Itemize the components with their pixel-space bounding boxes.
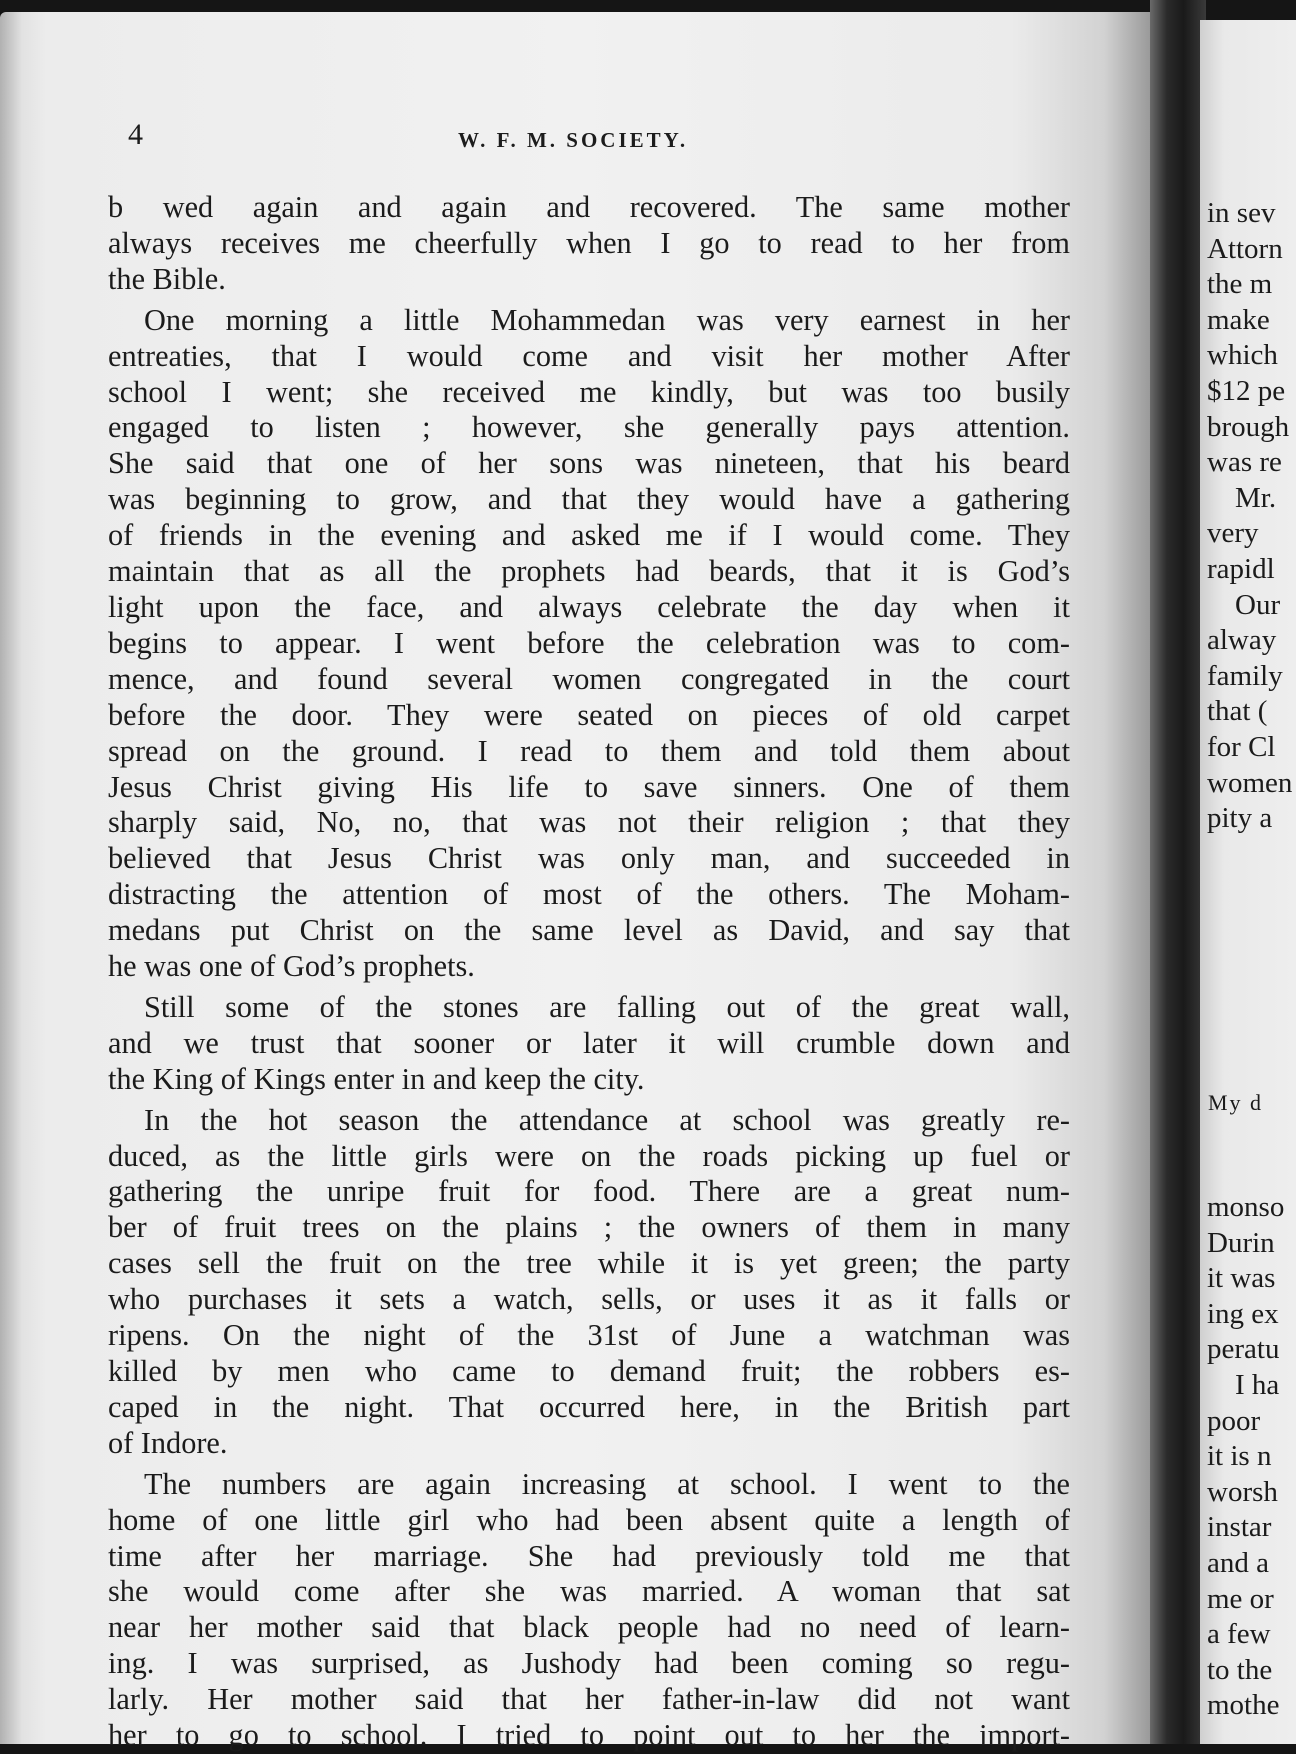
text-line: entreaties, that I would come and visit her mother After bbox=[108, 338, 1070, 373]
right-fragment: women bbox=[1207, 766, 1293, 799]
text-line: of Indore. bbox=[108, 1425, 228, 1460]
text-line: begins to appear. I went before the celebration was to com- bbox=[108, 625, 1070, 660]
right-fragment: ing ex bbox=[1207, 1297, 1279, 1330]
text-line: sharply said, No, no, that was not their religion ; that they bbox=[108, 805, 1070, 840]
text-line: Jesus Christ giving His life to save sinners. One of them bbox=[108, 769, 1070, 804]
right-fragment: very bbox=[1207, 517, 1259, 550]
text-line: ing. I was surprised, as Jushody had been coming so regu- bbox=[108, 1646, 1070, 1681]
text-line: medans put Christ on the same level as David, and say that bbox=[108, 913, 1070, 948]
text-line: of friends in the evening and asked me if I would come. They bbox=[108, 518, 1070, 553]
text-line: she would come after she was married. A woman that sat bbox=[108, 1574, 1070, 1609]
right-fragment: peratu bbox=[1207, 1333, 1280, 1366]
right-page-fragments-top bbox=[1207, 196, 1296, 837]
right-fragment: make bbox=[1207, 303, 1270, 336]
text-line: spread on the ground. I read to them and told them about bbox=[108, 733, 1070, 768]
left-page-body bbox=[108, 190, 1070, 1754]
text-line: engaged to listen ; however, she generally pays attention. bbox=[108, 410, 1070, 445]
text-line: larly. Her mother said that her father-in-law did not want bbox=[108, 1682, 1070, 1717]
right-fragment: Durin bbox=[1207, 1226, 1275, 1259]
right-fragment: Our bbox=[1235, 588, 1281, 621]
right-fragment: pity a bbox=[1207, 802, 1273, 835]
right-fragment: for Cl bbox=[1207, 730, 1276, 763]
text-line: distracting the attention of most of the others. The Moham- bbox=[108, 877, 1070, 912]
text-line: and we trust that sooner or later it will crumble down and bbox=[108, 1025, 1070, 1060]
right-fragment: instar bbox=[1207, 1511, 1272, 1544]
text-line: near her mother said that black people had no need of learn- bbox=[108, 1610, 1070, 1645]
text-line: before the door. They were seated on pieces of old carpet bbox=[108, 697, 1070, 732]
text-line: who purchases it sets a watch, sells, or uses it as it falls or bbox=[108, 1282, 1070, 1317]
text-line: duced, as the little girls were on the roads picking up fuel or bbox=[108, 1138, 1070, 1173]
right-fragment: monso bbox=[1207, 1191, 1285, 1223]
text-line: home of one little girl who had been absent quite a length of bbox=[108, 1502, 1070, 1537]
right-page-heading: My d bbox=[1208, 1090, 1264, 1115]
text-line: She said that one of her sons was nineteen, that his beard bbox=[108, 446, 1070, 481]
right-fragment: it was bbox=[1207, 1262, 1276, 1295]
text-line: gathering the unripe fruit for food. There are a great num- bbox=[108, 1174, 1070, 1209]
right-fragment: brough bbox=[1207, 410, 1290, 443]
text-line: the King of Kings enter in and keep the city. bbox=[108, 1061, 645, 1096]
text-line: In the hot season the attendance at school was greatly re- bbox=[144, 1102, 1070, 1137]
right-fragment: in sev bbox=[1207, 197, 1276, 229]
text-line: light upon the face, and always celebrate the day when it bbox=[108, 589, 1070, 624]
right-fragment: a few bbox=[1207, 1618, 1271, 1651]
right-fragment: family bbox=[1207, 659, 1283, 692]
running-head: W. F. M. SOCIETY. bbox=[458, 128, 689, 152]
text-line: cases sell the fruit on the tree while it is yet green; the party bbox=[108, 1246, 1070, 1281]
book-gutter bbox=[1150, 0, 1206, 1744]
text-line: The numbers are again increasing at school. I went to the bbox=[144, 1466, 1070, 1501]
right-fragment: me or bbox=[1207, 1582, 1274, 1615]
text-line: believed that Jesus Christ was only man, and succeeded in bbox=[108, 841, 1070, 876]
right-fragment: $12 pe bbox=[1207, 374, 1286, 407]
right-fragment: it is n bbox=[1207, 1440, 1272, 1473]
text-line: her to go to school. I tried to point out to her the import- bbox=[108, 1718, 1070, 1753]
text-line: caped in the night. That occurred here, in the British part bbox=[108, 1389, 1070, 1424]
text-line: killed by men who came to demand fruit; the robbers es- bbox=[108, 1354, 1070, 1388]
right-fragment: I ha bbox=[1235, 1368, 1280, 1401]
text-line: he was one of God’s prophets. bbox=[108, 949, 475, 984]
right-fragment: poor bbox=[1207, 1404, 1261, 1437]
text-line: the Bible. bbox=[108, 261, 226, 296]
right-fragment: that ( bbox=[1207, 695, 1268, 728]
right-fragment: Attorn bbox=[1207, 232, 1283, 265]
right-fragment: to the bbox=[1207, 1653, 1273, 1686]
text-line: Still some of the stones are falling out of the great wall, bbox=[144, 989, 1070, 1024]
text-line: was beginning to grow, and that they would have a gathering bbox=[108, 482, 1070, 517]
text-line: ripens. On the night of the 31st of June a watchman was bbox=[108, 1318, 1070, 1353]
text-line: always receives me cheerfully when I go to read to her from bbox=[108, 225, 1070, 260]
text-line: b wed again and again and recovered. The same mother bbox=[108, 190, 1070, 224]
text-line: maintain that as all the prophets had beards, that it is God’s bbox=[108, 554, 1070, 589]
text-line: One morning a little Mohammedan was very earnest in her bbox=[144, 302, 1070, 337]
text-line: ber of fruit trees on the plains ; the owners of them in many bbox=[108, 1210, 1070, 1245]
right-fragment: mothe bbox=[1207, 1689, 1280, 1722]
right-fragment: and a bbox=[1207, 1546, 1269, 1579]
right-fragment: the m bbox=[1207, 268, 1273, 301]
page-edge-shadow bbox=[0, 12, 22, 1744]
right-fragment: was re bbox=[1207, 446, 1282, 479]
right-fragment: Mr. bbox=[1235, 481, 1277, 514]
page-number: 4 bbox=[128, 118, 143, 151]
text-line: school I went; she received me kindly, but was too busily bbox=[108, 374, 1070, 409]
text-line: mence, and found several women congregated in the court bbox=[108, 661, 1070, 696]
text-line: time after her marriage. She had previously told me that bbox=[108, 1538, 1070, 1573]
right-fragment: rapidl bbox=[1207, 552, 1275, 585]
right-fragment: worsh bbox=[1207, 1475, 1278, 1508]
right-fragment: which bbox=[1207, 339, 1278, 372]
right-fragment: alway bbox=[1207, 624, 1277, 657]
right-page-fragments-bottom bbox=[1207, 1190, 1296, 1724]
